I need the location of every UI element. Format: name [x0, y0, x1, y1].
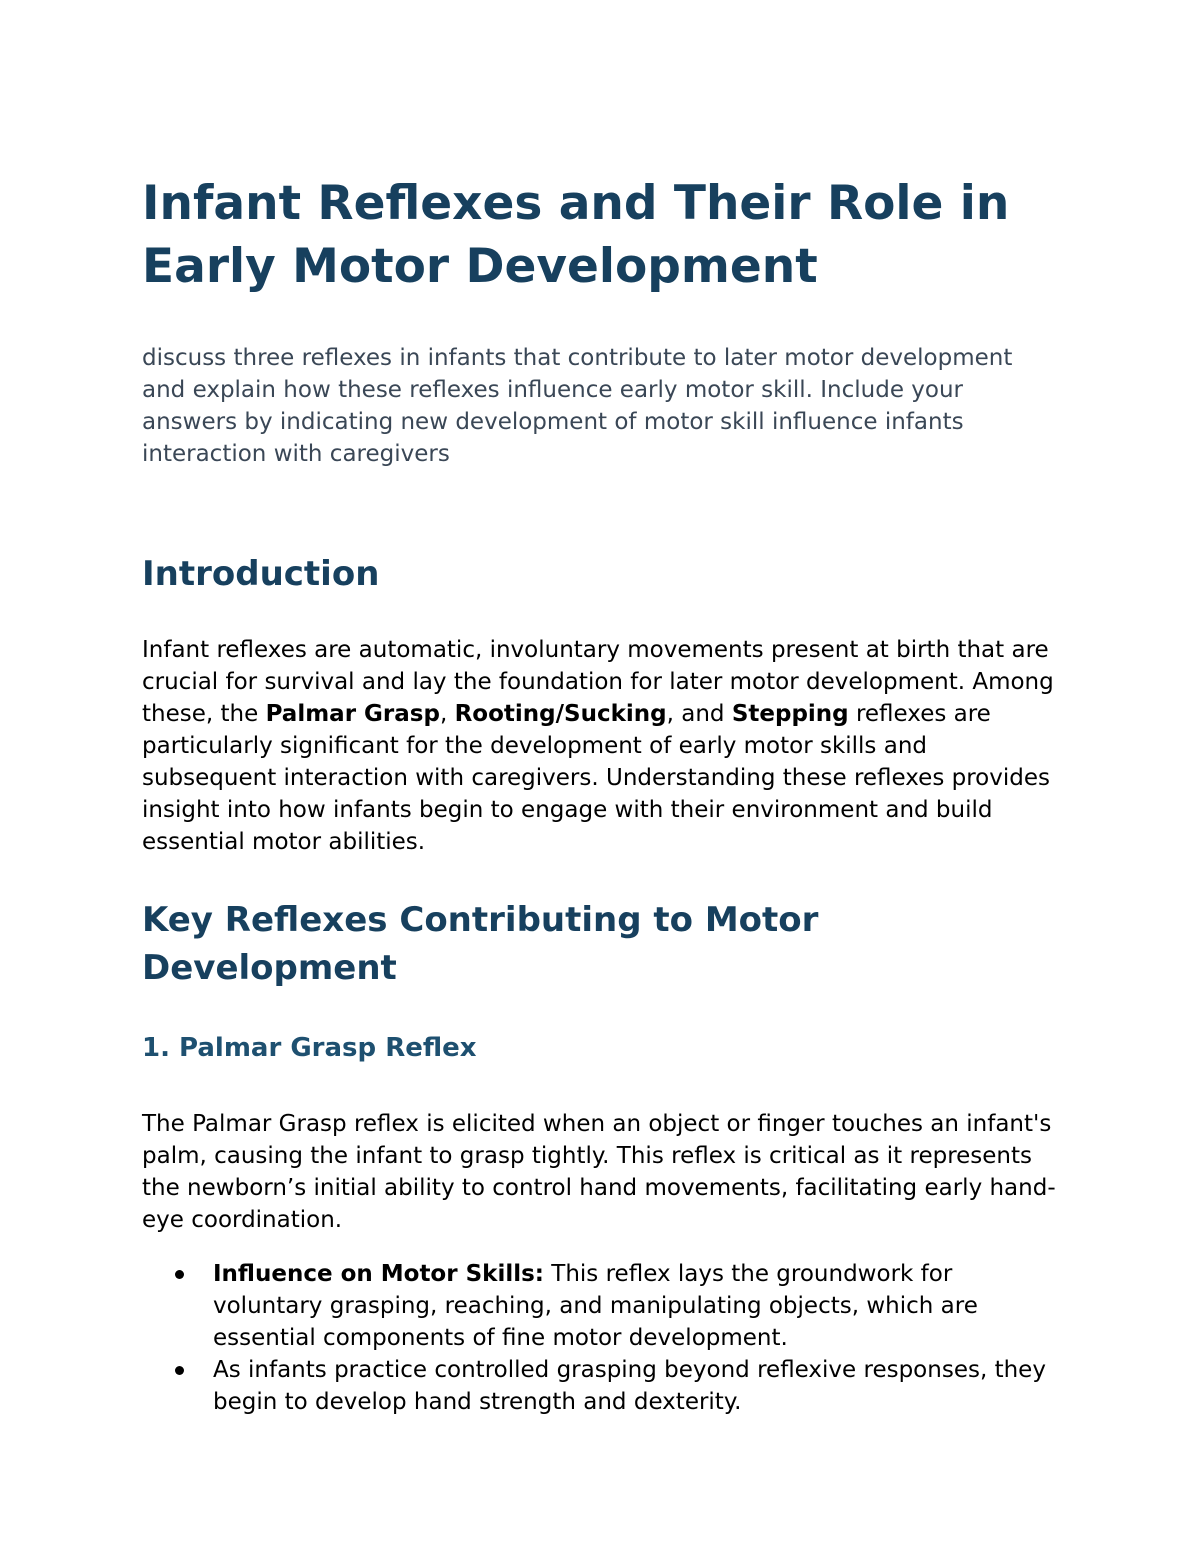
document-title: Infant Reflexes and Their Role in Early Motor Development: [142, 176, 1010, 294]
introduction-heading: Introduction: [142, 554, 380, 594]
introduction-paragraph: [142, 634, 1060, 858]
intro-text-1: Infant reflexes are automatic, involuntary movements present at birth that are crucial for survival and lay the foundation for later motor development. Among these, the: [142, 637, 1054, 727]
palmar-grasp-bullet-list: [142, 1258, 1060, 1418]
palmar-grasp-paragraph: The Palmar Grasp reflex is elicited when an object or finger touches an infant's palm, causing the infant to grasp tightly. This reflex is critical as it represents the newborn’s initial ability to control hand movements, facilitating early hand-eye coordination.: [142, 1111, 1056, 1233]
assignment-prompt: discuss three reflexes in infants that contribute to later motor development and explain how these reflexes influence early motor skill. Include your answers by indicating new development of motor skill influence infants interaction with caregivers: [142, 345, 1013, 467]
bullet-dot-icon: [175, 1366, 184, 1375]
list-item: [213, 1258, 1060, 1354]
list-item: [213, 1354, 1060, 1418]
bullet-text: This reflex lays the groundwork for voluntary grasping, reaching, and manipulating objects, which are essential components of fine motor development.: [213, 1261, 978, 1351]
intro-bold-rooting-sucking: Rooting/Sucking: [454, 701, 667, 727]
key-reflexes-heading: Key Reflexes Contributing to Motor Development: [142, 900, 819, 988]
intro-bold-stepping: Stepping: [731, 701, 849, 727]
intro-text-3: , and: [666, 701, 732, 727]
intro-text-4: reflexes are particularly significant for the development of early motor skills and subsequent interaction with caregivers. Understanding these reflexes provides insight into how infants begin to engage with their environment and build essential motor abilities.: [142, 701, 1050, 855]
bullet-label: Influence on Motor Skills:: [213, 1261, 544, 1287]
palmar-grasp-heading: 1. Palmar Grasp Reflex: [142, 1033, 477, 1063]
intro-bold-palmar-grasp: Palmar Grasp: [265, 701, 440, 727]
intro-text-2: ,: [439, 701, 455, 727]
bullet-dot-icon: [175, 1270, 184, 1279]
bullet-text: As infants practice controlled grasping beyond reflexive responses, they begin to develop hand strength and dexterity.: [213, 1357, 1046, 1415]
